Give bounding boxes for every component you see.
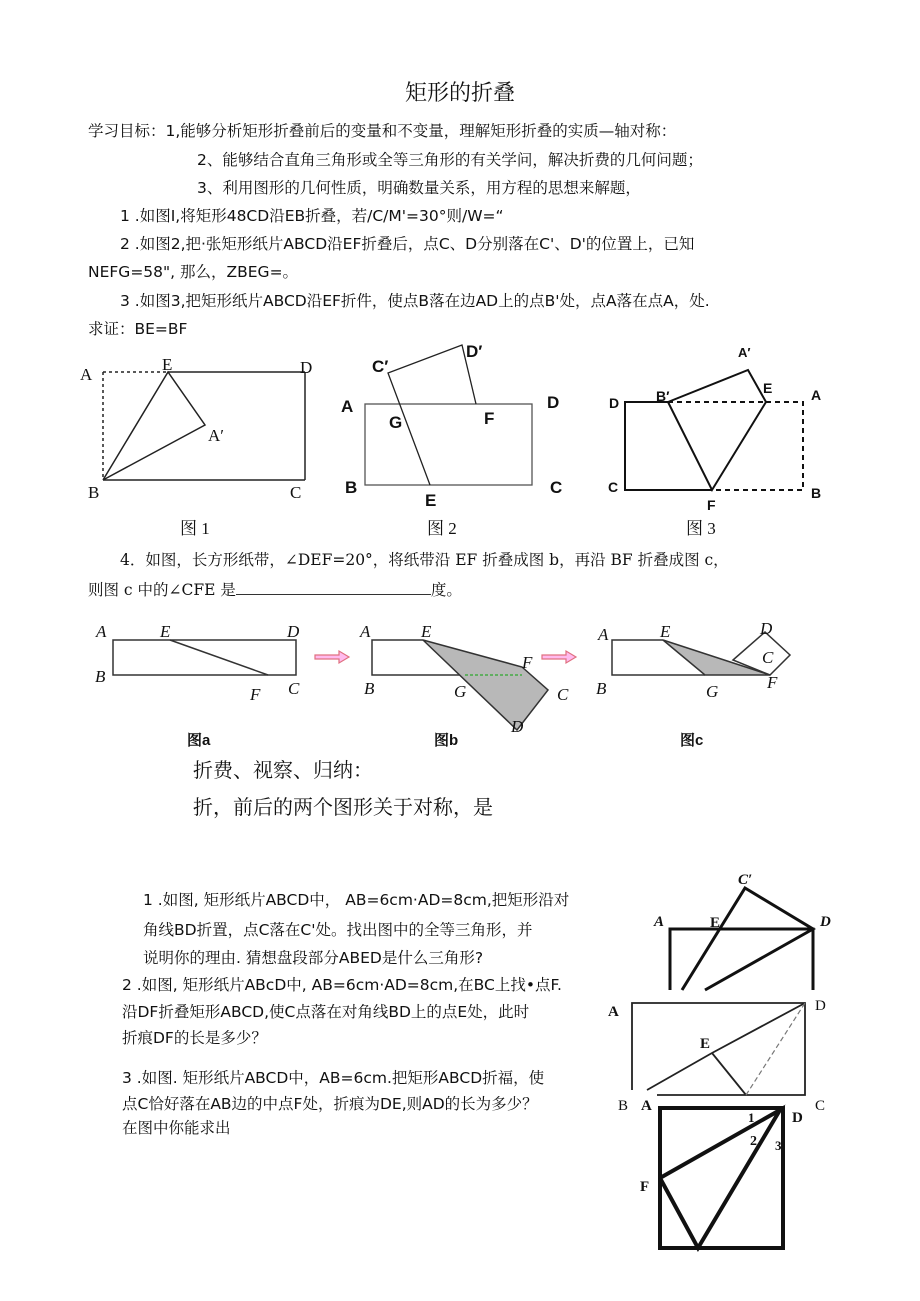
p2-question-2-line-2: 沿DF折叠矩形ABCD,使C点落在对角线BD上的点E处，此时 xyxy=(122,1003,530,1021)
figure-point-label: C xyxy=(290,483,302,502)
figure-point-label: D xyxy=(820,914,831,930)
figure-point-label: E xyxy=(660,622,671,641)
question-4-prefix: 则图 c 中的∠CFE 是 xyxy=(88,581,236,599)
figure-point-label: G xyxy=(389,413,403,432)
figure-point-label: B xyxy=(596,679,607,698)
figure-point-label: E xyxy=(160,622,171,641)
figure-point-label: 图 2 xyxy=(427,519,457,538)
figure-point-label: D′ xyxy=(466,342,483,361)
figure-point-label: A′ xyxy=(208,426,224,445)
figure-point-label: A xyxy=(80,365,93,384)
question-3-line-1: 3 .如图3,把矩形纸片ABCD沿EF折件，使点B落在边AD上的点B'处，点A落在点A，处. xyxy=(120,292,710,310)
goal-line-3: 3、利用图形的几何性质，明确数量关系，用方程的思想来解题， xyxy=(197,179,641,197)
figure-point-label: G xyxy=(454,682,467,701)
figure-point-label: A xyxy=(341,397,354,416)
figure-point-label: E xyxy=(425,491,437,510)
p2-question-3-line-3: 在图中你能求出 xyxy=(122,1119,231,1137)
figure-point-label: C xyxy=(550,478,563,497)
figure-point-label: B xyxy=(618,1098,629,1114)
figure-point-label: B xyxy=(364,679,375,698)
figure-point-label: F xyxy=(707,497,716,513)
p2-question-1-line-3: 说明你的理由. 猜想盘段部分ABED是什么三角形? xyxy=(143,949,484,967)
figure-point-label: D xyxy=(760,619,773,638)
question-1: 1 .如图I,将矩形48CD沿EB折叠，若/C/M'=30°则/W=“ xyxy=(120,207,504,225)
figure-point-label: A xyxy=(608,1004,619,1020)
figure-a xyxy=(113,640,296,675)
figure-point-label: D xyxy=(511,717,524,736)
figure-point-label: E xyxy=(763,380,773,396)
goal-line-1: 学习目标：1,能够分析矩形折叠前后的变量和不变量，理解矩形折叠的实质—轴对称： xyxy=(88,122,677,140)
figure-point-label: B xyxy=(88,483,100,502)
figure-1 xyxy=(103,372,305,480)
p2-question-2-line-3: 折痕DF的长是多少？ xyxy=(122,1029,267,1047)
figure-point-label: D xyxy=(547,393,560,412)
figure-point-label: 2 xyxy=(750,1134,757,1149)
figure-1-labels xyxy=(80,355,312,538)
figure-point-label: A xyxy=(360,622,371,641)
figure-point-label: F xyxy=(640,1179,650,1195)
figure-point-label: A xyxy=(641,1098,652,1114)
figure-point-label: F xyxy=(522,653,533,672)
question-4-line-1: 4．如图，长方形纸带，∠DEF=20°，将纸带沿 EF 折叠成图 b，再沿 BF 折叠成图 c， xyxy=(120,551,729,569)
figure-point-label: E xyxy=(710,915,721,931)
figure-point-label: C′ xyxy=(372,357,389,376)
figure-point-label: D xyxy=(287,622,300,641)
figure-point-label: A xyxy=(654,914,665,930)
right-figure-1 xyxy=(670,888,813,990)
figure-point-label: C xyxy=(288,679,300,698)
summary-line: 折，前后的两个图形关于对称，是 xyxy=(193,795,493,819)
figure-point-label: F xyxy=(767,673,778,692)
figure-a-labels xyxy=(95,622,300,749)
figure-point-label: E xyxy=(700,1036,711,1052)
figure-point-label: B xyxy=(811,485,822,501)
p2-question-3-line-1: 3 .如图. 矩形纸片ABCD中，AB=6cm.把矩形ABCD折福，使 xyxy=(122,1069,545,1087)
summary-heading: 折费、视察、归纳： xyxy=(193,758,373,782)
p2-question-2-line-1: 2 .如图, 矩形纸片ABcD中, AB=6cm·AD=8cm,在BC上找•点F. xyxy=(122,976,562,994)
figure-point-label: C xyxy=(815,1098,826,1114)
figure-point-label: F xyxy=(484,409,495,428)
figure-c-labels xyxy=(596,619,778,749)
right-figure-2-labels xyxy=(608,998,826,1114)
p2-question-1-line-2: 角线BD折置，点C落在C'处。找出图中的全等三角形，并 xyxy=(143,921,533,939)
figure-point-label: 3 xyxy=(775,1138,782,1153)
question-4-suffix: 度。 xyxy=(430,581,462,599)
figure-point-label: 图 1 xyxy=(180,519,210,538)
figure-point-label: D xyxy=(609,395,620,411)
figure-point-label: G xyxy=(706,682,719,701)
figure-point-label: C xyxy=(557,685,569,704)
figure-point-label: D xyxy=(815,998,826,1014)
figure-point-label: C′ xyxy=(738,872,753,888)
figure-point-label: D xyxy=(300,358,313,377)
figure-point-label: D xyxy=(792,1110,803,1126)
figure-point-label: E xyxy=(162,355,173,374)
figure-point-label: B xyxy=(345,478,358,497)
figure-point-label: 图 3 xyxy=(686,519,716,538)
figure-point-label: A xyxy=(96,622,107,641)
figure-point-label: A′ xyxy=(738,345,751,360)
page-title: 矩形的折叠 xyxy=(404,81,515,106)
figure-point-label: C xyxy=(608,479,619,495)
figure-point-label: 图c xyxy=(680,732,704,749)
figure-3-labels xyxy=(608,345,821,538)
figure-point-label: B xyxy=(95,667,106,686)
goal-line-2: 2、能够结合直角三角形或全等三角形的有关学问，解决折费的几何问题； xyxy=(197,151,703,169)
figure-3 xyxy=(625,370,803,490)
figure-2-labels xyxy=(341,342,562,538)
figure-point-label: C xyxy=(762,648,774,667)
figure-point-label: A xyxy=(811,387,822,403)
p2-question-3-line-2: 点C恰好落在AB边的中点F处，折痕为DE,则AD的长为多少？ xyxy=(122,1095,538,1113)
figure-point-label: B′ xyxy=(656,388,670,404)
figure-point-label: 图b xyxy=(434,732,459,749)
figure-point-label: A xyxy=(598,625,609,644)
question-2-line-1: 2 .如图2,把·张矩形纸片ABCD沿EF折叠后，点C、D分别落在C'、D'的位置上，已知 xyxy=(120,235,695,253)
right-figure-2 xyxy=(632,1003,805,1095)
figure-point-label: E xyxy=(421,622,432,641)
p2-question-1-line-1: 1 .如图, 矩形纸片ABCD中， AB=6cm·AD=8cm,把矩形沿对 xyxy=(143,891,570,909)
question-3-line-2: 求证：BE=BF xyxy=(88,320,188,338)
figure-point-label: F xyxy=(250,685,261,704)
figure-point-label: 图a xyxy=(187,732,211,749)
right-figure-3 xyxy=(660,1108,783,1248)
figure-point-label: 1 xyxy=(748,1110,755,1125)
question-2-line-2: NEFG=58", 那么，ZBEG=。 xyxy=(88,263,299,281)
